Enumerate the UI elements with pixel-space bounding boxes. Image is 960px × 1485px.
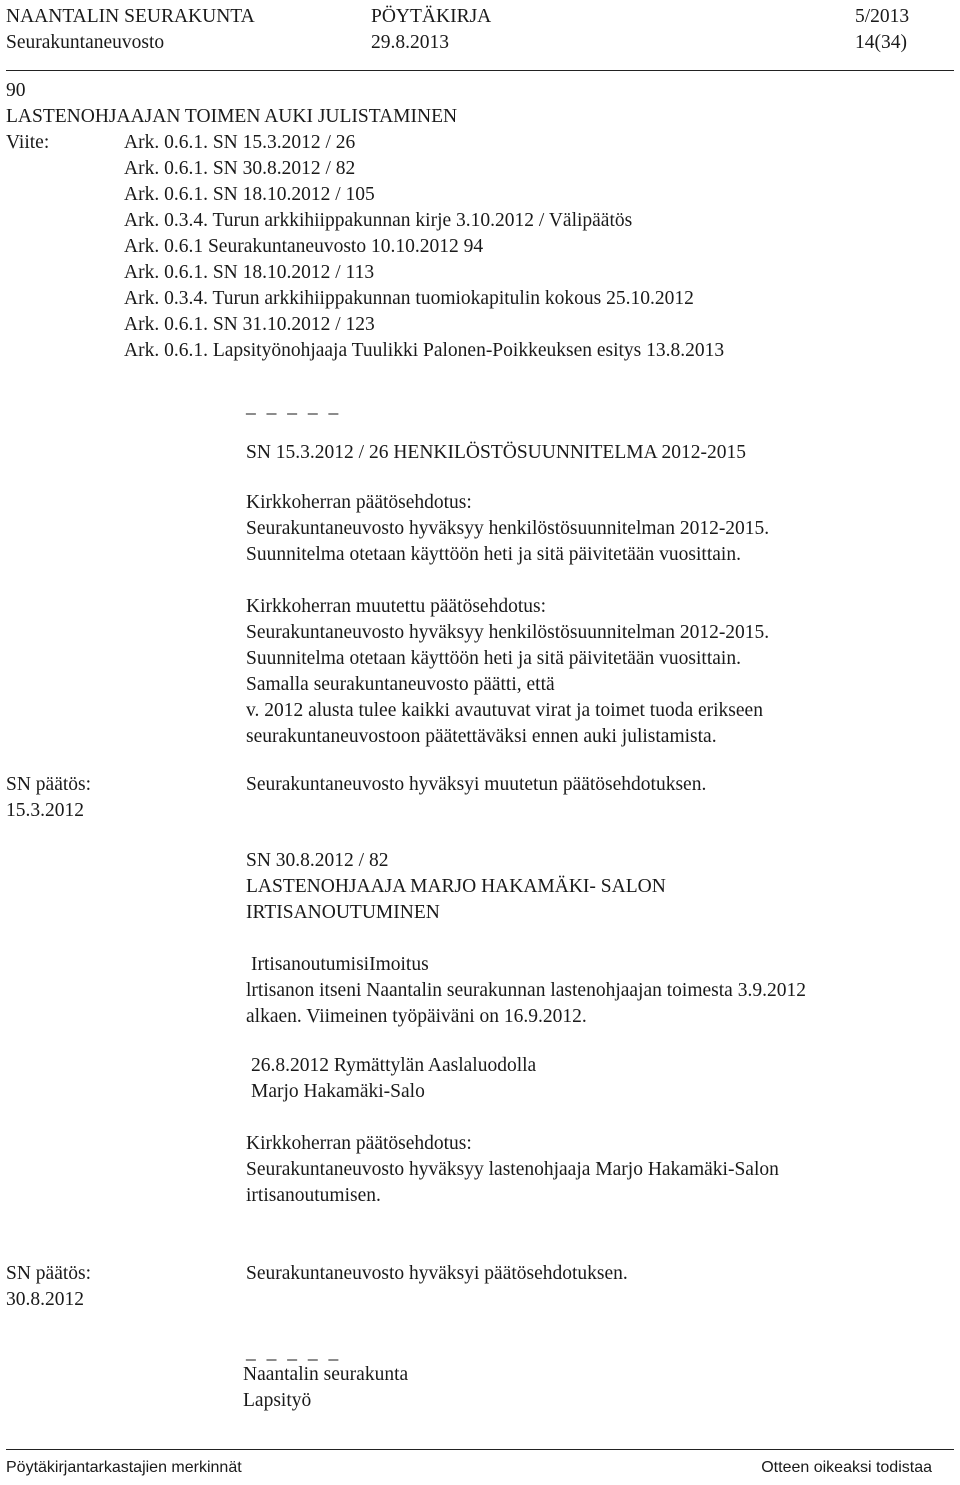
closing-organization: Naantalin seurakunta <box>243 1364 409 1385</box>
reference-item: Ark. 0.6.1. SN 15.3.2012 / 26 <box>124 132 356 153</box>
separator: _ _ _ _ _ <box>246 1342 342 1363</box>
header-date: 29.8.2013 <box>371 32 449 53</box>
reference-item: Ark. 0.6.1. SN 18.10.2012 / 113 <box>124 262 375 283</box>
decision-heading <box>246 848 666 926</box>
header-divider <box>6 70 954 71</box>
section-title: LASTENOHJAAJAN TOIMEN AUKI JULISTAMINEN <box>6 106 458 127</box>
reference-item: Ark. 0.6.1. SN 18.10.2012 / 105 <box>124 184 375 205</box>
header-page: 14(34) <box>855 32 907 53</box>
decision-text: Seurakuntaneuvosto hyväksyi muutetun päätösehdotuksen. <box>246 774 707 795</box>
reference-item: Ark. 0.6.1. Lapsityönohjaaja Tuulikki Palonen-Poikkeuksen esitys 13.8.2013 <box>124 340 725 361</box>
proposal-line: Suunnitelma otetaan käyttöön heti ja sitä päivitetään vuosittain. <box>246 544 741 565</box>
header-doc-type: PÖYTÄKIRJA <box>371 6 492 27</box>
resignation-notice-line: alkaen. Viimeinen työpäiväni on 16.9.2012. <box>246 1006 587 1027</box>
reference-item: Ark. 0.6.1 Seurakuntaneuvosto 10.10.2012 94 <box>124 236 484 257</box>
decision-label: SN päätös: <box>6 1263 92 1284</box>
footer-divider <box>6 1449 954 1450</box>
header-doc-number: 5/2013 <box>855 6 910 27</box>
reference-item: Ark. 0.3.4. Turun arkkihiippakunnan kirje 3.10.2012 / Välipäätös <box>124 210 633 231</box>
resignation-notice-body <box>246 978 806 1030</box>
decision-heading-line: IRTISANOUTUMINEN <box>246 902 440 923</box>
amended-proposal-block <box>246 594 769 750</box>
decision-date: 30.8.2012 <box>6 1289 84 1310</box>
reference-item: Ark. 0.6.1. SN 31.10.2012 / 123 <box>124 314 375 335</box>
closing-block <box>243 1362 408 1414</box>
signer-name: Marjo Hakamäki-Salo <box>251 1081 425 1102</box>
decision-heading-line: SN 30.8.2012 / 82 <box>246 850 389 871</box>
amended-proposal-label: Kirkkoherran muutettu päätösehdotus: <box>246 596 547 617</box>
footer-left: Pöytäkirjantarkastajien merkinnät <box>6 1459 242 1476</box>
proposal-block <box>246 1131 779 1209</box>
reference-label: Viite: <box>6 132 50 153</box>
resignation-notice-line: lrtisanon itseni Naantalin seurakunnan lastenohjaajan toimesta 3.9.2012 <box>246 980 806 1001</box>
decision-heading-line: LASTENOHJAAJA MARJO HAKAMÄKI- SALON <box>246 876 666 897</box>
proposal-line: Seurakuntaneuvosto hyväksyy lastenohjaaja Marjo Hakamäki-Salon <box>246 1159 779 1180</box>
amended-proposal-line: Seurakuntaneuvosto hyväksyy henkilöstösuunnitelman 2012-2015. <box>246 622 770 643</box>
footer-right: Otteen oikeaksi todistaa <box>761 1459 932 1476</box>
proposal-label: Kirkkoherran päätösehdotus: <box>246 1133 472 1154</box>
decision-text: Seurakuntaneuvosto hyväksyi päätösehdotuksen. <box>246 1263 628 1284</box>
header-body: Seurakuntaneuvosto <box>6 32 165 53</box>
amended-proposal-line: Samalla seurakuntaneuvosto päätti, että <box>246 674 555 695</box>
reference-list <box>124 130 724 364</box>
decision-heading: SN 15.3.2012 / 26 HENKILÖSTÖSUUNNITELMA 2012-2015 <box>246 442 746 463</box>
amended-proposal-line: seurakuntaneuvostoon päätettäväksi ennen auki julistamista. <box>246 726 717 747</box>
resignation-notice-title: IrtisanoutumisiImoitus <box>251 954 429 975</box>
proposal-line: irtisanoutumisen. <box>246 1185 381 1206</box>
place-and-date: 26.8.2012 Rymättylän Aaslaluodolla <box>251 1055 537 1076</box>
header-org: NAANTALIN SEURAKUNTA <box>6 6 255 27</box>
section-number: 90 <box>6 80 26 101</box>
reference-item: Ark. 0.6.1. SN 30.8.2012 / 82 <box>124 158 356 179</box>
decision-date: 15.3.2012 <box>6 800 84 821</box>
proposal-block <box>246 490 769 568</box>
amended-proposal-line: v. 2012 alusta tulee kaikki avautuvat virat ja toimet tuoda erikseen <box>246 700 763 721</box>
decision-label: SN päätös: <box>6 774 92 795</box>
separator: _ _ _ _ _ <box>246 396 342 417</box>
closing-unit: Lapsityö <box>243 1390 312 1411</box>
proposal-line: Seurakuntaneuvosto hyväksyy henkilöstösuunnitelman 2012-2015. <box>246 518 770 539</box>
amended-proposal-line: Suunnitelma otetaan käyttöön heti ja sitä päivitetään vuosittain. <box>246 648 741 669</box>
reference-item: Ark. 0.3.4. Turun arkkihiippakunnan tuomiokapitulin kokous 25.10.2012 <box>124 288 694 309</box>
proposal-label: Kirkkoherran päätösehdotus: <box>246 492 472 513</box>
